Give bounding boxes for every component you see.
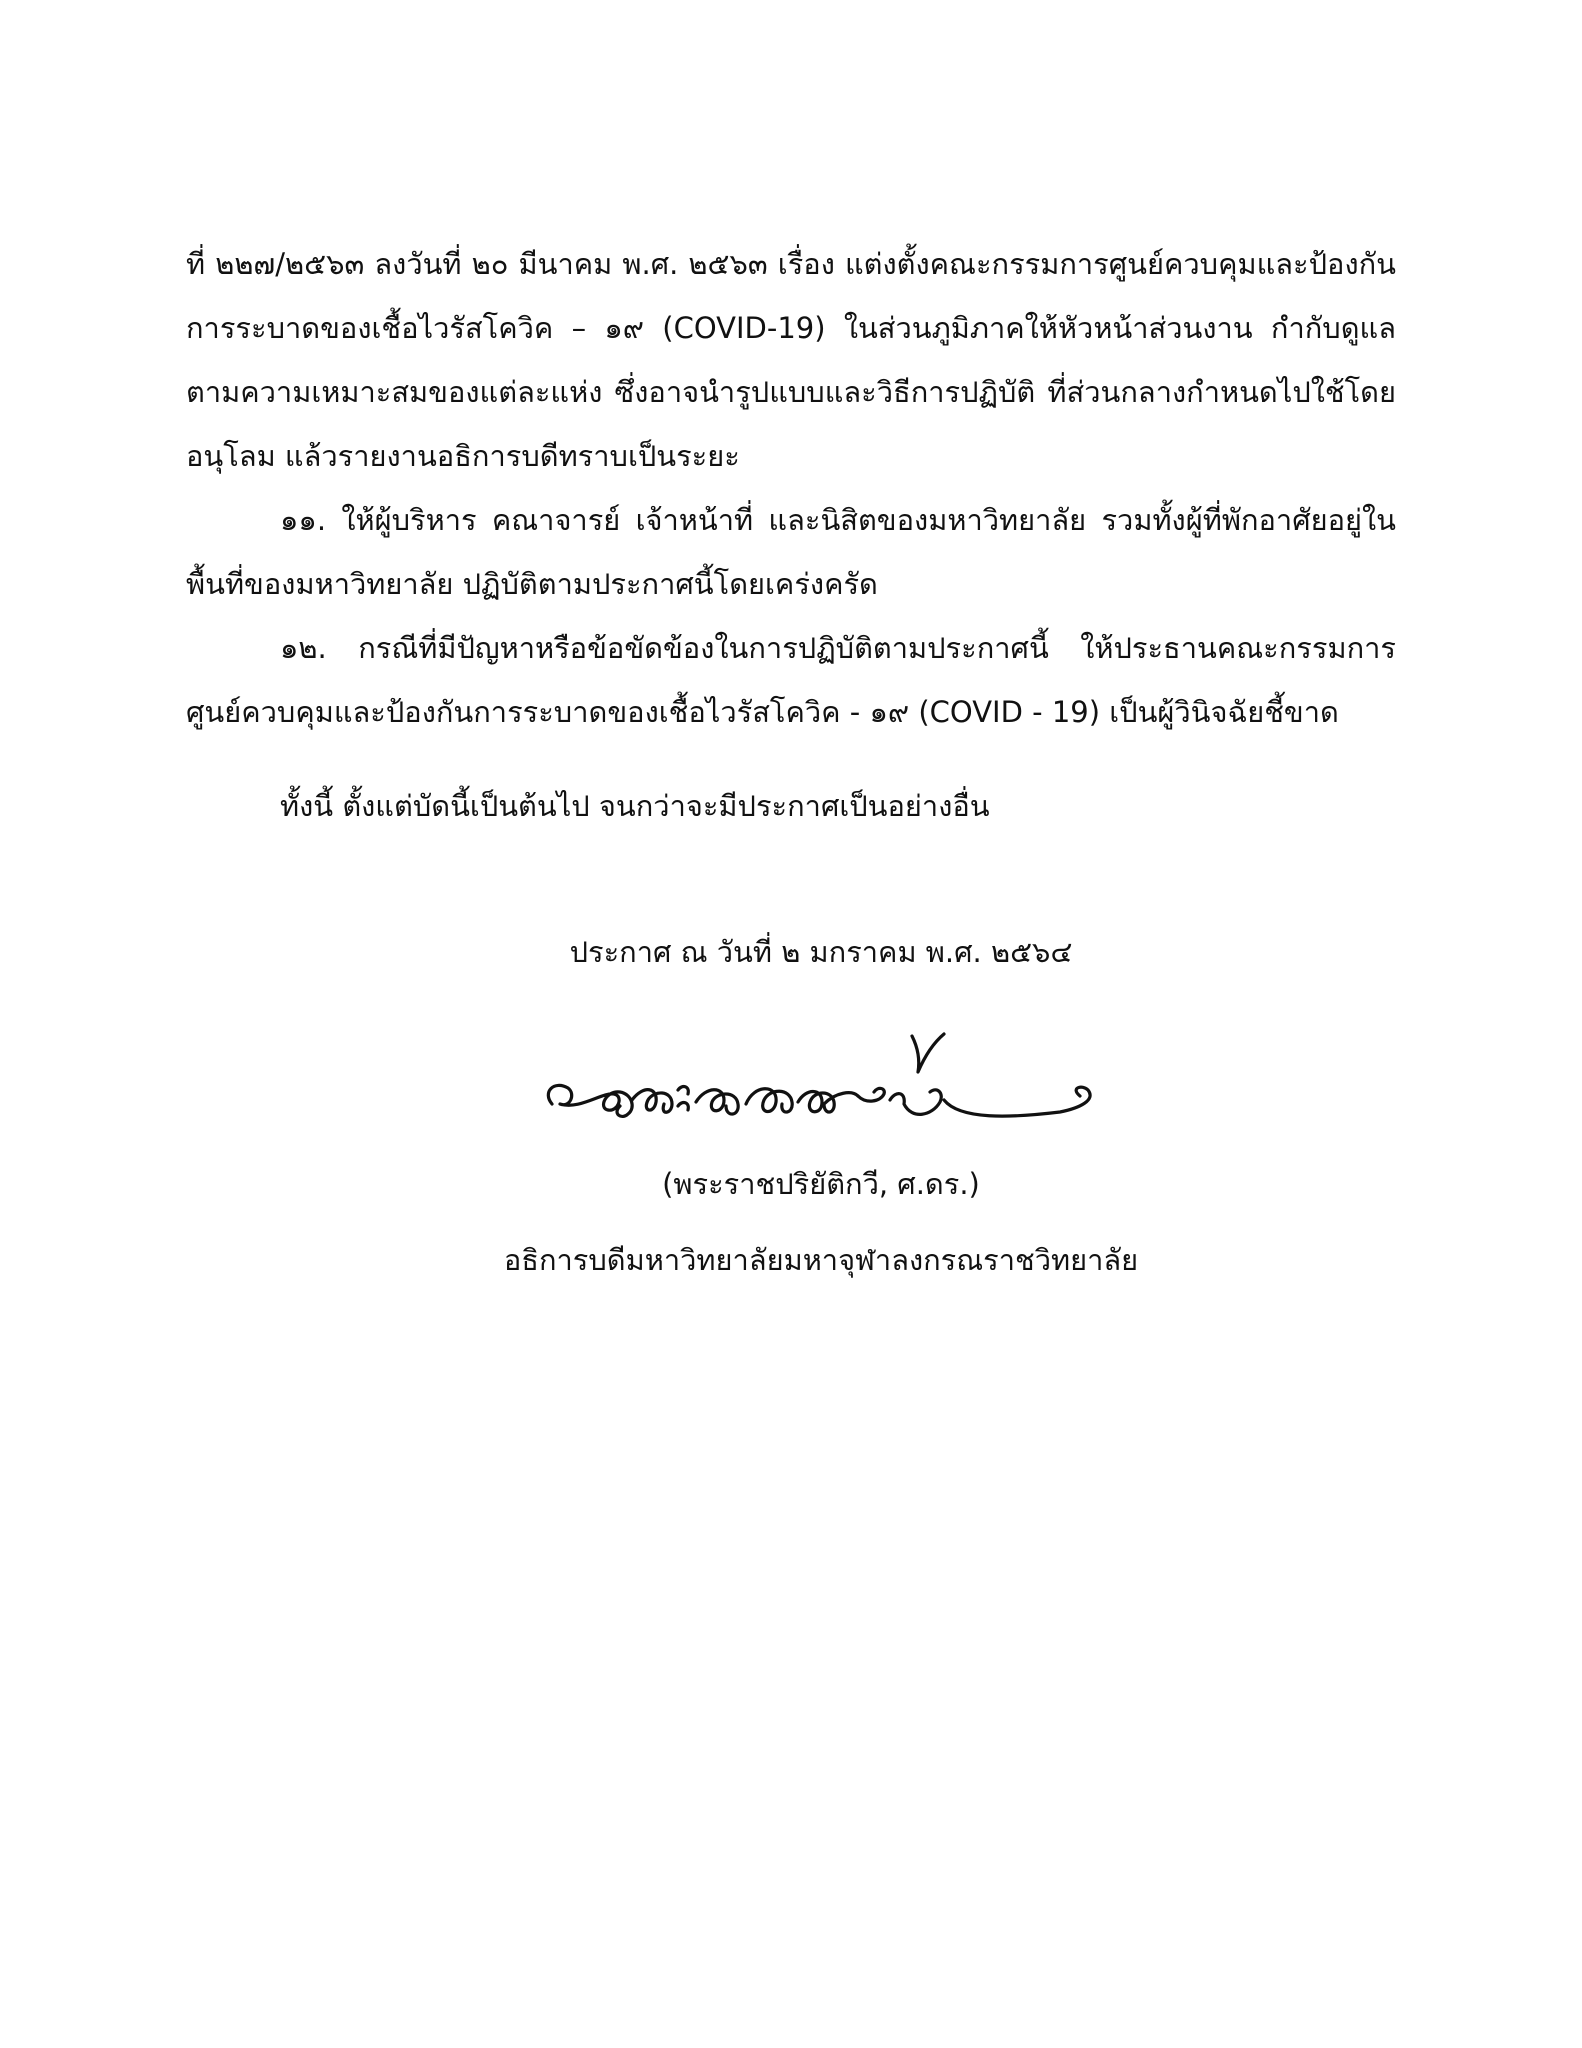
signer-title: อธิการบดีมหาวิทยาลัยมหาจุฬาลงกรณราชวิทยาลัย bbox=[503, 1243, 1139, 1277]
announcement-date: ประกาศ ณ วันที่ ๒ มกราคม พ.ศ. ๒๕๖๔ bbox=[569, 935, 1073, 969]
paragraph-item-12: ๑๒. กรณีที่มีปัญหาหรือข้อขัดข้องในการปฏิบัติตามประกาศนี้ ให้ประธานคณะกรรมการศูนย์ควบคุมและป้องกันการระบาดของเชื้อไวรัสโควิค - ๑๙ (COVID - 19) เป็นผู้วินิจฉัยชี้ขาด bbox=[186, 631, 1396, 729]
closing-statement: ทั้งนี้ ตั้งแต่บัดนี้เป็นต้นไป จนกว่าจะมีประกาศเป็นอย่างอื่น bbox=[280, 789, 990, 823]
paragraph-continuation: ที่ ๒๒๗/๒๕๖๓ ลงวันที่ ๒๐ มีนาคม พ.ศ. ๒๕๖๓ เรื่อง แต่งตั้งคณะกรรมการศูนย์ควบคุมและป้องกันการระบาดของเชื้อไวรัสโควิค – ๑๙ (COVID-19) ในส่วนภูมิภาคให้หัวหน้าส่วนงาน กำกับดูแล ตามความเหมาะสมของแต่ละแห่ง ซึ่งอาจนำรูปแบบและวิธีการปฏิบัติ ที่ส่วนกลางกำหนดไปใช้โดยอนุโลม แล้วรายงานอธิการบดีทราบเป็นระยะ bbox=[186, 247, 1396, 473]
signer-name: (พระราชปริยัติกวี, ศ.ดร.) bbox=[662, 1167, 980, 1201]
handwritten-signature bbox=[540, 1030, 1100, 1160]
paragraph-item-11: ๑๑. ให้ผู้บริหาร คณาจารย์ เจ้าหน้าที่ และนิสิตของมหาวิทยาลัย รวมทั้งผู้ที่พักอาศัยอยู่ในพื้นที่ของมหาวิทยาลัย ปฏิบัติตามประกาศนี้โดยเคร่งครัด bbox=[186, 503, 1396, 601]
